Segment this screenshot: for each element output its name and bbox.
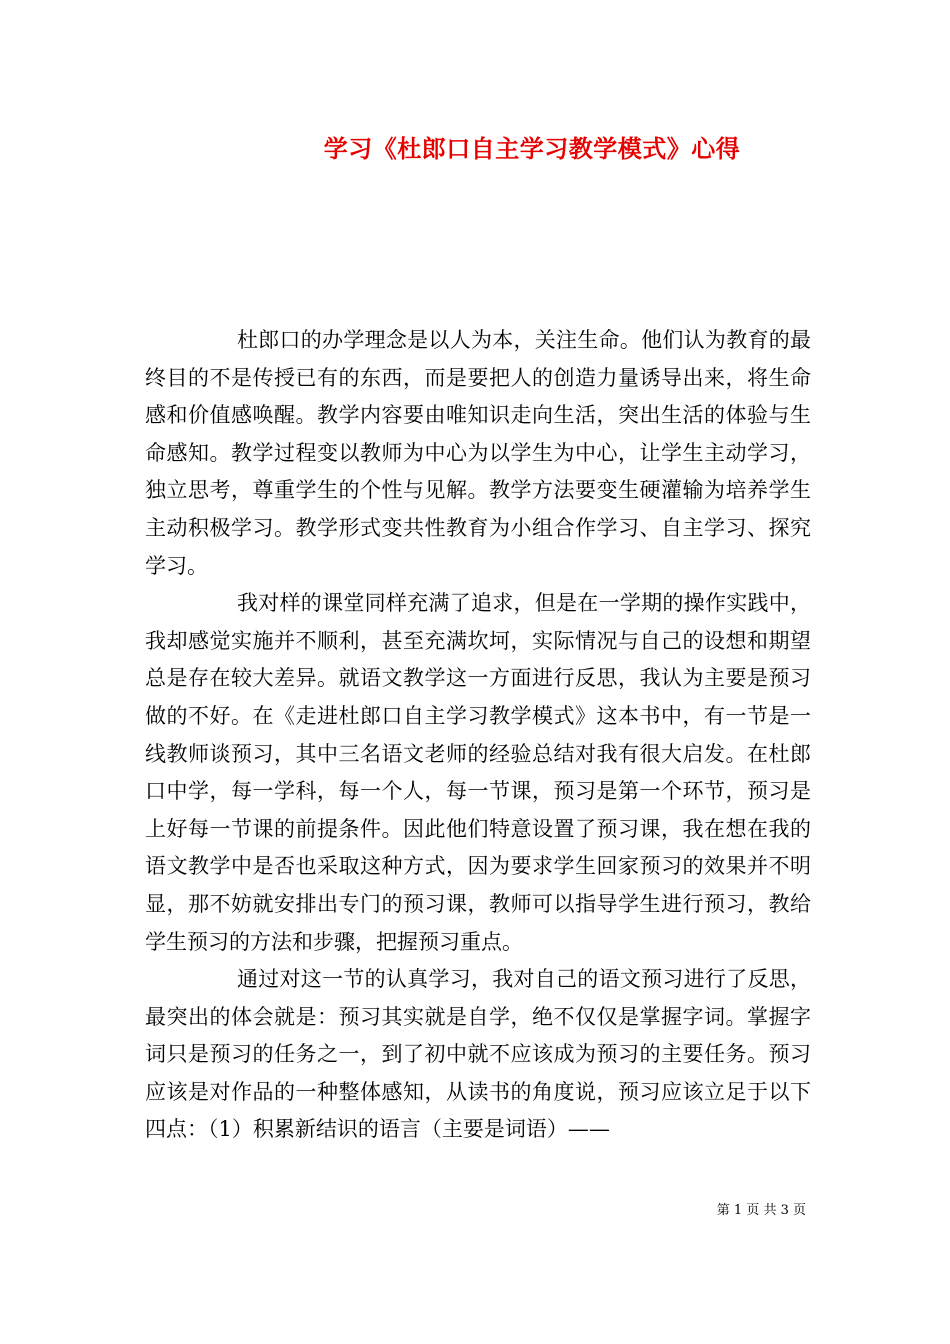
- paragraph-3: 通过对这一节的认真学习，我对自己的语文预习进行了反思，最突出的体会就是：预习其实就是自学，绝不仅仅是掌握字词。掌握字词只是预习的任务之一，到了初中就不应该成为预习的主要任务。预习应该是对作品的一种整体感知，从读书的角度说，预习应该立足于以下四点：（1）积累新结识的语言（主要是词语）——: [145, 967, 811, 1142]
- paragraph-2: 我对样的课堂同样充满了追求，但是在一学期的操作实践中，我却感觉实施并不顺利，甚至充满坎坷，实际情况与自己的设想和期望总是存在较大差异。就语文教学这一方面进行反思，我认为主要是预习做的不好。在《走进杜郎口自主学习教学模式》这本书中，有一节是一线教师谈预习，其中三名语文老师的经验总结对我有很大启发。在杜郎口中学，每一学科，每一个人，每一节课，预习是第一个环节，预习是上好每一节课的前提条件。因此他们特意设置了预习课，我在想在我的语文教学中是否也采取这种方式，因为要求学生回家预习的效果并不明显，那不妨就安排出专门的预习课，教师可以指导学生进行预习，教给学生预习的方法和步骤，把握预习重点。: [145, 591, 811, 954]
- document-title: 学习《杜郎口自主学习教学模式》心得: [323, 134, 741, 163]
- document-body: [145, 322, 811, 1149]
- paragraph-1: 杜郎口的办学理念是以人为本，关注生命。他们认为教育的最终目的不是传授已有的东西，而是要把人的创造力量诱导出来，将生命感和价值感唤醒。教学内容要由唯知识走向生活，突出生活的体验与生命感知。教学过程变以教师为中心为以学生为中心，让学生主动学习，独立思考，尊重学生的个性与见解。教学方法要变生硬灌输为培养学生主动积极学习。教学形式变共性教育为小组合作学习、自主学习、探究学习。: [145, 328, 811, 578]
- page-number-footer: 第 1 页 共 3 页: [716, 1203, 806, 1218]
